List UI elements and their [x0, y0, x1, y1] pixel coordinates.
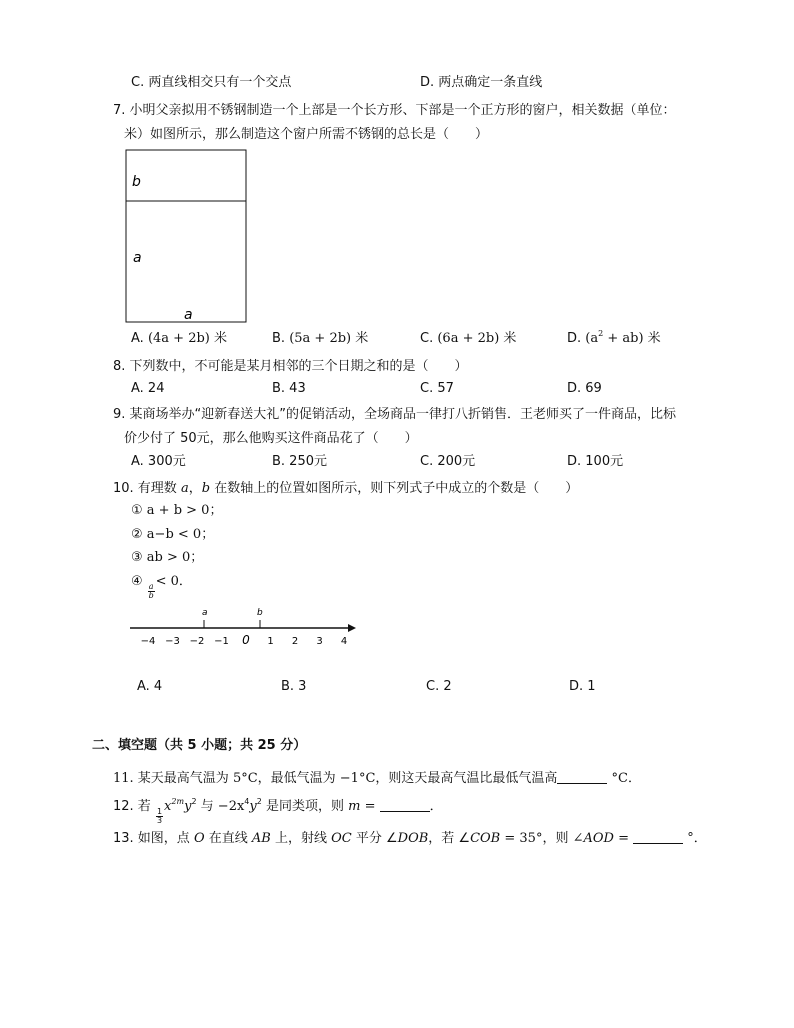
- q10-option-b: B. 3: [281, 679, 307, 694]
- q7-option-d: D. $(a^2 + ab)$ 米: [567, 329, 661, 346]
- q7-option-b: B. (5a + 2b) 米: [272, 331, 369, 346]
- tick-label: 2: [291, 636, 299, 647]
- section-2-heading: 二、填空题（共 5 小题；共 25 分）: [92, 738, 307, 753]
- tick-label: −3: [165, 636, 180, 647]
- q8-stem: 8. 下列数中，不可能是某月相邻的三个日期之和的是（ ）: [113, 359, 468, 374]
- q10-item-3: ③ ab > 0；: [131, 550, 204, 565]
- q8-option-a: A. 24: [131, 381, 165, 396]
- q7-stem-line2: 米）如图所示，那么制造这个窗户所需不锈钢的总长是（ ）: [124, 127, 489, 142]
- q10-option-d: D. 1: [569, 679, 596, 694]
- q11-answer-blank[interactable]: [557, 771, 607, 784]
- tick-label: −4: [140, 636, 156, 647]
- q9-option-d: D. 100元: [567, 454, 624, 469]
- window-outer-frame: [126, 150, 246, 322]
- q10-number-line: [126, 602, 358, 650]
- q6-option-c: C. 两直线相交只有一个交点: [131, 75, 292, 90]
- q10-option-c: C. 2: [426, 679, 452, 694]
- q7-window-figure: [120, 146, 254, 326]
- q10-item-1: ① a + b > 0；: [131, 503, 223, 518]
- q10-stem: 10. 有理数 a，b 在数轴上的位置如图所示，则下列式子中成立的个数是（ ）: [113, 481, 579, 496]
- fig-label-a-bottom: a: [184, 307, 193, 323]
- tick-label: 1: [267, 636, 274, 647]
- tick-labels: [141, 633, 348, 647]
- q9-option-b: B. 250元: [272, 454, 327, 469]
- q7-stem-line1: 7. 小明父亲拟用不锈钢制造一个上部是一个长方形、下部是一个正方形的窗户，相关数据（单位：: [113, 103, 676, 118]
- tick-label: 4: [340, 636, 348, 647]
- q9-option-c: C. 200元: [420, 454, 476, 469]
- q13-stem: 13. 如图，点 O 在直线 AB 上，射线 OC 平分 ∠DOB，若 ∠COB = 35°，则 ∠AOD = °．: [113, 831, 707, 846]
- q11-stem: 11. 某天最高气温为 5°C，最低气温为 −1°C，则这天最高气温比最低气温高 °C．: [113, 771, 641, 786]
- q10-item-2: ② a−b < 0；: [131, 527, 215, 542]
- tick-label: 0: [242, 633, 250, 647]
- q8-option-c: C. 57: [420, 381, 454, 396]
- q10-option-a: A. 4: [137, 679, 163, 694]
- q9-option-a: A. 300元: [131, 454, 186, 469]
- fraction-a-over-b: $\frac{a}{b}$: [148, 582, 154, 600]
- fraction-one-third: $\frac{1}{3}$: [156, 807, 163, 825]
- q8-option-b: B. 43: [272, 381, 306, 396]
- tick-label: −1: [214, 636, 229, 647]
- q8-option-d: D. 69: [567, 381, 602, 396]
- tick-label: −2: [189, 636, 205, 647]
- q10-item-4: ④ $\frac{a}{b}$ < 0．: [131, 574, 192, 600]
- tick-label: 3: [316, 636, 323, 647]
- q12-stem: 12. 若 $\frac{1}{3}$ $x^{2m}y^2$ 与 $-2x^4y^2$ 是同类项，则 m = ．: [113, 797, 443, 825]
- q6-option-d: D. 两点确定一条直线: [420, 75, 543, 90]
- q12-answer-blank[interactable]: [380, 799, 430, 812]
- marker-b-label: b: [257, 608, 263, 618]
- marker-a-label: a: [202, 608, 208, 618]
- q9-stem-line2: 价少付了 50元，那么他购买这件商品花了（ ）: [124, 431, 418, 446]
- fig-label-b: b: [132, 174, 141, 190]
- q7-option-a: A. (4a + 2b) 米: [131, 331, 227, 346]
- q7-option-c: C. (6a + 2b) 米: [420, 331, 517, 346]
- q13-answer-blank[interactable]: [633, 831, 683, 844]
- number-line-arrow: [348, 624, 356, 632]
- fig-label-a-side: a: [133, 250, 142, 266]
- q9-stem-line1: 9. 某商场举办“迎新春送大礼”的促销活动，全场商品一律打八折销售．王老师买了一件商品，比标: [113, 407, 677, 422]
